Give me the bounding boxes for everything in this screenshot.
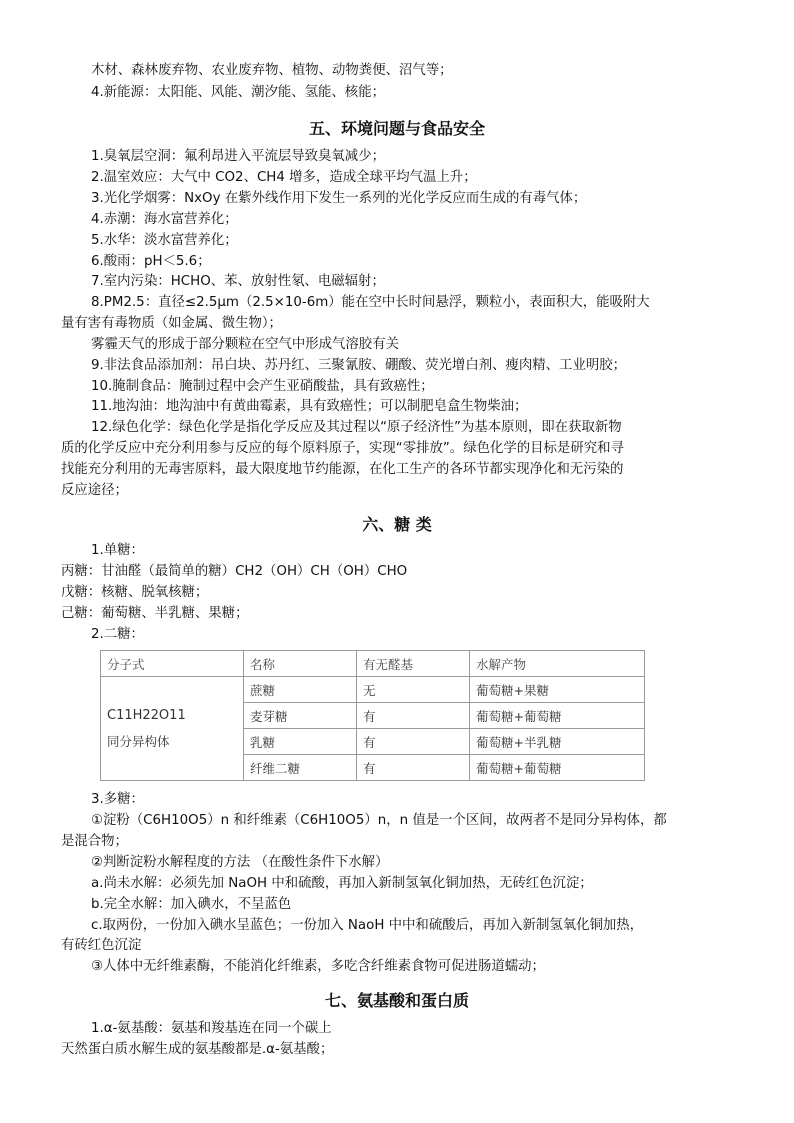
text-line: ①淀粉（C6H10O5）n 和纤维素（C6H10O5）n，n 值是一个区间，故两者不是同分异构体，都: [91, 813, 667, 828]
text-line: 雾霾天气的形成于部分颗粒在空气中形成气溶胶有关: [91, 337, 399, 352]
text-line: c.取两份，一份加入碘水呈蓝色；一份加入 NaoH 中中和硫酸后，再加入新制氢氧化铜加热，: [91, 918, 644, 933]
table-cell: 有: [357, 703, 470, 729]
table-cell: 无: [357, 677, 470, 703]
text-line: 反应途径；: [61, 483, 128, 498]
text-line: 木材、森林废弃物、农业废弃物、植物、动物粪便、沼气等；: [91, 63, 453, 78]
table-cell: 蔗糖: [244, 677, 357, 703]
formula-cell: [101, 677, 244, 781]
text-line: b.完全水解：加入碘水，不呈蓝色: [91, 897, 292, 912]
text-line: 3.光化学烟雾：NxOy 在紫外线作用下发生一系列的光化学反应而生成的有毒气体；: [91, 191, 587, 206]
text-line: 6.酸雨：pH＜5.6；: [91, 254, 211, 269]
section-heading: 五、环境问题与食品安全: [308, 119, 485, 138]
text-line: 3.多糖：: [91, 792, 144, 807]
table-cell: 葡萄糖+葡萄糖: [470, 755, 645, 781]
table-header-cell: 分子式: [101, 651, 244, 677]
text-line: 量有害有毒物质（如金属、微生物）；: [61, 316, 282, 331]
section-heading: 六、糖 类: [362, 515, 432, 534]
table-cell: 麦芽糖: [244, 703, 357, 729]
text-line: a.尚未水解：必须先加 NaOH 中和硫酸，再加入新制氢氧化铜加热，无砖红色沉淀；: [91, 876, 593, 891]
text-line: 4.赤潮：海水富营养化；: [91, 212, 238, 227]
text-line: 11.地沟油：地沟油中有黄曲霉素，具有致癌性；可以制肥皂盒生物柴油；: [91, 399, 528, 414]
text-line: 2.二糖：: [91, 627, 144, 642]
text-line: 丙糖：甘油醛（最简单的糖）CH2（OH）CH（OH）CHO: [61, 564, 408, 579]
table-cell: 乳糖: [244, 729, 357, 755]
table-header-cell: 水解产物: [470, 651, 645, 677]
table-cell: 有: [357, 755, 470, 781]
table-cell: 葡萄糖+半乳糖: [470, 729, 645, 755]
text-line: 有砖红色沉淀: [61, 938, 142, 953]
text-line: 10.腌制食品：腌制过程中会产生亚硝酸盐，具有致癌性；: [91, 379, 434, 394]
text-line: 1.臭氧层空洞：氟利昂进入平流层导致臭氧减少；: [91, 149, 385, 164]
text-line: 5.水华：淡水富营养化；: [91, 233, 238, 248]
text-line: 4.新能源：太阳能、风能、潮汐能、氢能、核能；: [91, 85, 385, 100]
table-cell: 纤维二糖: [244, 755, 357, 781]
text-line: 天然蛋白质水解生成的氨基酸都是.α-氨基酸；: [61, 1042, 334, 1057]
table-header-row: [101, 651, 645, 677]
text-line: 8.PM2.5：直径≤2.5μm（2.5×10-6m）能在空中长时间悬浮，颗粒小，表面积大，能吸附大: [91, 295, 650, 310]
table-header-cell: 名称: [244, 651, 357, 677]
text-line: 1.单糖：: [91, 543, 144, 558]
text-line: 是混合物；: [61, 834, 128, 849]
text-line: ③人体中无纤维素酶，不能消化纤维素，多吃含纤维素食物可促进肠道蠕动；: [91, 959, 545, 974]
table-cell: 有: [357, 729, 470, 755]
text-line: ②判断淀粉水解程度的方法 （在酸性条件下水解）: [91, 855, 389, 870]
formula-text: C11H22O11: [107, 707, 186, 723]
text-line: 9.非法食品添加剂：吊白块、苏丹红、三聚氰胺、硼酸、荧光增白剂、瘦肉精、工业明胶；: [91, 358, 627, 373]
text-line: 2.温室效应：大气中 CO2、CH4 增多，造成全球平均气温上升；: [91, 170, 477, 185]
text-line: 质的化学反应中充分利用参与反应的每个原料原子，实现“零排放”。绿色化学的目标是研究和寻: [61, 441, 624, 456]
text-line: 找能充分利用的无毒害原料，最大限度地节约能源，在化工生产的各环节都实现净化和无污染的: [61, 462, 624, 477]
table-cell: 葡萄糖+葡萄糖: [470, 703, 645, 729]
section-heading: 七、氨基酸和蛋白质: [324, 991, 469, 1010]
text-line: 戊糖：核糖、脱氧核糖；: [61, 585, 209, 600]
table-row: [101, 677, 645, 703]
disaccharide-table: [100, 650, 645, 781]
table-cell: 葡萄糖+果糖: [470, 677, 645, 703]
text-line: 7.室内污染：HCHO、苯、放射性氡、电磁辐射；: [91, 274, 385, 289]
text-line: 1.α-氨基酸：氨基和羧基连在同一个碳上: [91, 1021, 332, 1036]
isomer-text: 同分异构体: [107, 733, 170, 749]
text-line: 己糖：葡萄糖、半乳糖、果糖；: [61, 606, 249, 621]
text-line: 12.绿色化学：绿色化学是指化学反应及其过程以“原子经济性”为基本原则，即在获取新物: [91, 420, 622, 435]
table-header-cell: 有无醛基: [357, 651, 470, 677]
